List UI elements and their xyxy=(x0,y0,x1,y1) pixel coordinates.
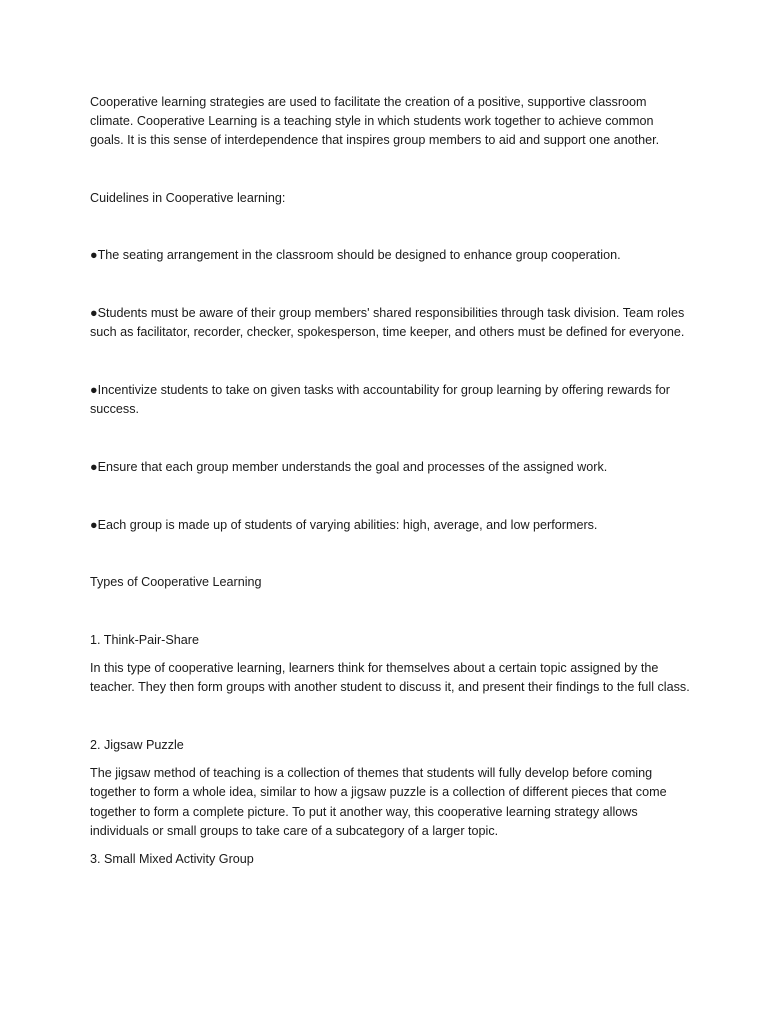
type-body: The jigsaw method of teaching is a collection of themes that students will fully develop before coming together to form a whole idea, similar to how a jigsaw puzzle is a collection of different pieces that come together to form a complete picture. To put it another way, this cooperative learning strategy allows individuals or small groups to take care of a subcategory of a larger topic. xyxy=(90,766,667,838)
guideline-item: ●Students must be aware of their group members' shared responsibilities through task division. Team roles such as facilitator, recorder, checker, spokesperson, time keeper, and others must be defined for everyone. xyxy=(90,306,685,340)
type-title: 1. Think-Pair-Share xyxy=(90,632,199,647)
guidelines-heading: Cuidelines in Cooperative learning: xyxy=(90,190,286,205)
guideline-item: ●Ensure that each group member understands the goal and processes of the assigned work. xyxy=(90,459,608,474)
types-heading: Types of Cooperative Learning xyxy=(90,575,262,590)
guideline-item: ●Incentivize students to take on given tasks with accountability for group learning by offering rewards for success. xyxy=(90,382,671,417)
type-title: 3. Small Mixed Activity Group xyxy=(90,852,254,867)
document-page xyxy=(90,93,690,869)
guideline-item: ●Each group is made up of students of varying abilities: high, average, and low performers. xyxy=(90,517,598,532)
intro-paragraph: Cooperative learning strategies are used to facilitate the creation of a positive, supportive classroom climate. Cooperative Learning is a teaching style in which students work together to achieve common goals. It is this sense of interdependence that inspires group members to aid and support one another. xyxy=(90,95,660,148)
type-title: 2. Jigsaw Puzzle xyxy=(90,738,184,753)
guideline-item: ●The seating arrangement in the classroom should be designed to enhance group cooperation. xyxy=(90,248,621,263)
type-body: In this type of cooperative learning, learners think for themselves about a certain topic assigned by the teacher. They then form groups with another student to discuss it, and present their findings to the full class. xyxy=(90,661,690,695)
